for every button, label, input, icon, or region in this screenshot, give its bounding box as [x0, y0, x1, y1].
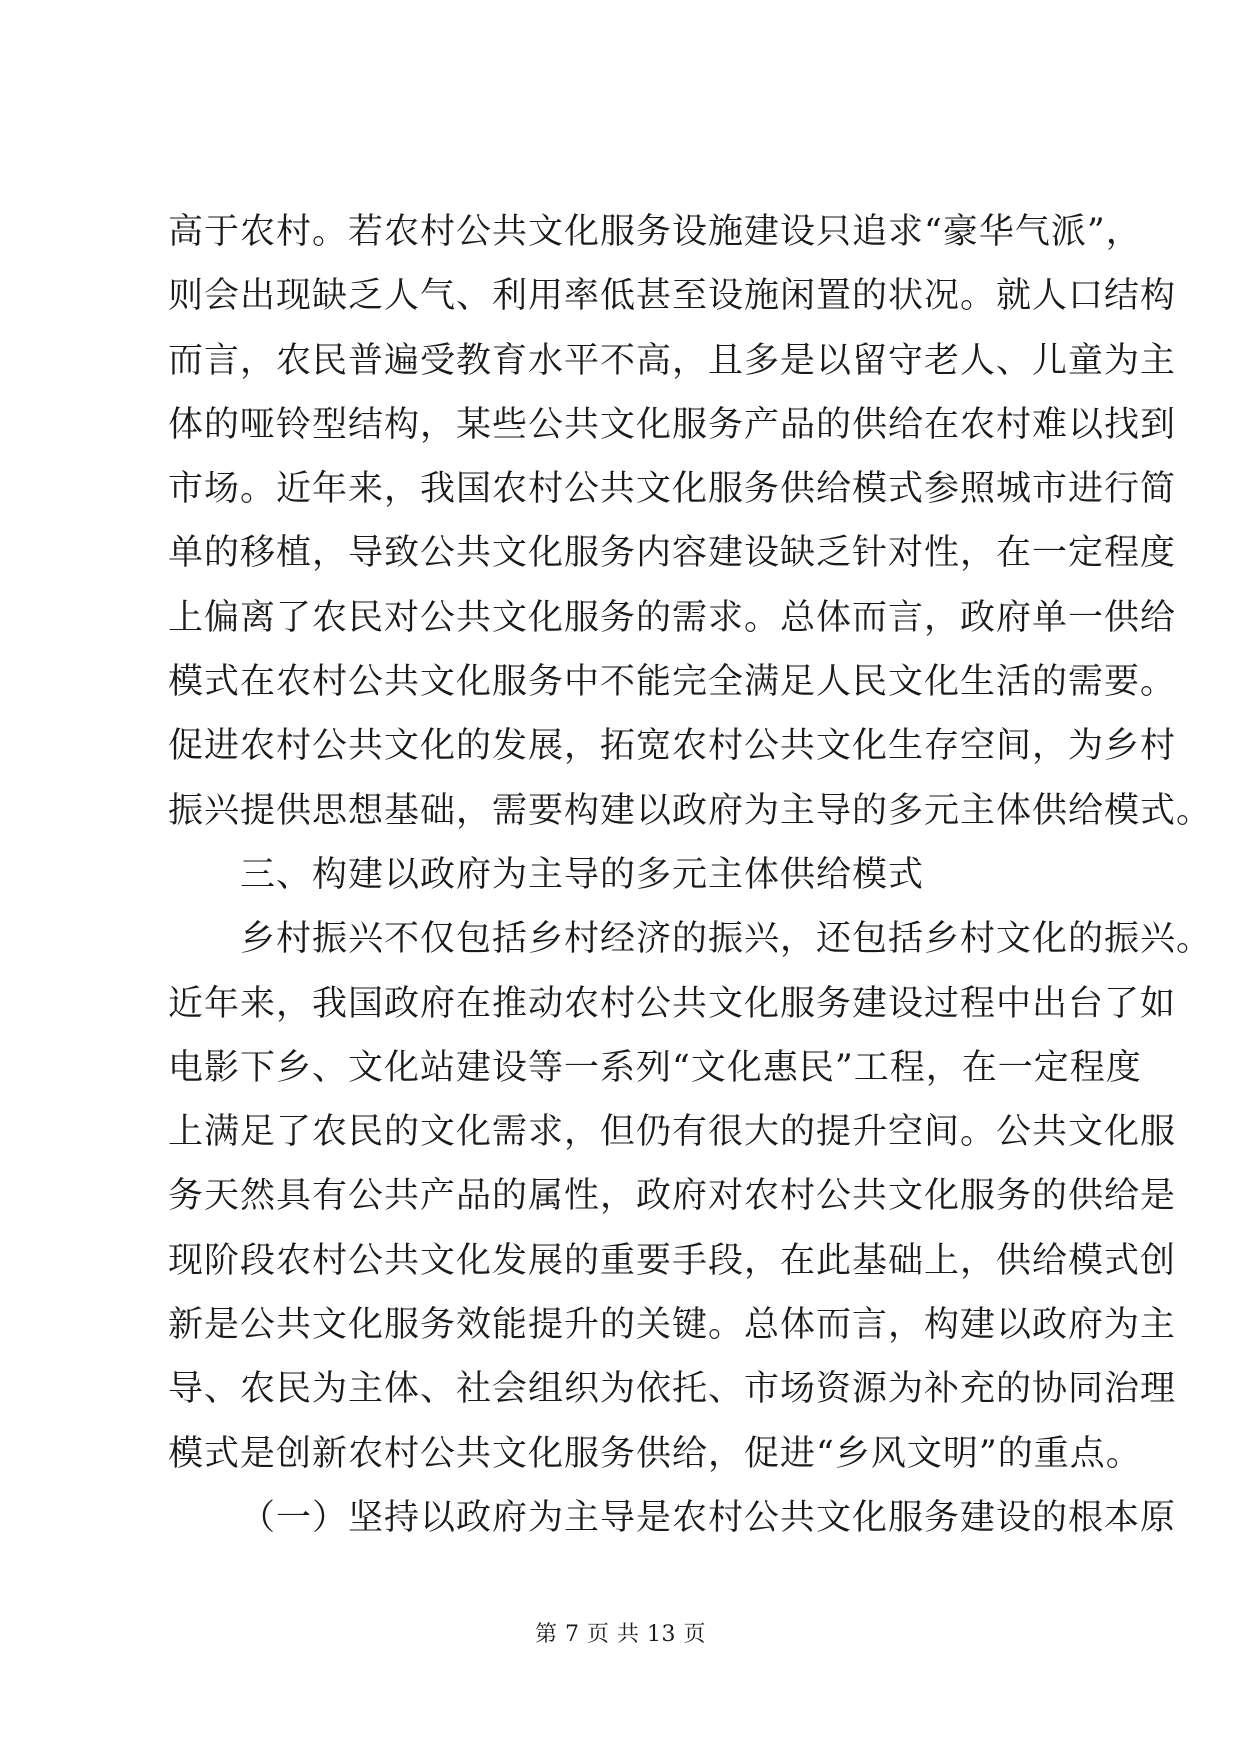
text-line: （一）坚持以政府为主导是农村公共文化服务建设的根本原 [240, 1497, 1177, 1538]
text-line: 乡村振兴不仅包括乡村经济的振兴，还包括乡村文化的振兴。 [240, 919, 1213, 960]
text-line: 上满足了农民的文化需求，但仍有很大的提升空间。公共文化服 [168, 1112, 1177, 1153]
text-line: 则会出现缺乏人气、利用率低甚至设施闲置的状况。就人口结构 [168, 276, 1177, 317]
text-line: 电影下乡、文化站建设等一系列“文化惠民”工程，在一定程度 [168, 1047, 1142, 1088]
text-line: 务天然具有公共产品的属性，政府对农村公共文化服务的供给是 [168, 1176, 1177, 1217]
text-line: 体的哑铃型结构，某些公共文化服务产品的供给在农村难以找到 [168, 404, 1177, 445]
text-line: 三、构建以政府为主导的多元主体供给模式 [240, 854, 925, 895]
text-line: 模式在农村公共文化服务中不能完全满足人民文化生活的需要。 [168, 662, 1177, 703]
text-line: 导、农民为主体、社会组织为依托、市场资源为补充的协同治理 [168, 1369, 1177, 1410]
text-line: 上偏离了农民对公共文化服务的需求。总体而言，政府单一供给 [168, 597, 1177, 638]
text-line: 振兴提供思想基础，需要构建以政府为主导的多元主体供给模式。 [168, 790, 1213, 831]
body-text [168, 200, 1213, 1550]
text-line: 单的移植，导致公共文化服务内容建设缺乏针对性，在一定程度 [168, 533, 1177, 574]
text-line: 模式是创新农村公共文化服务供给，促进“乡风文明”的重点。 [168, 1433, 1142, 1474]
text-line: 高于农村。若农村公共文化服务设施建设只追求“豪华气派”， [168, 212, 1142, 252]
text-line: 现阶段农村公共文化发展的重要手段，在此基础上，供给模式创 [168, 1240, 1177, 1281]
page-footer: 第 7 页 共 13 页 [535, 1622, 706, 1647]
text-line: 促进农村公共文化的发展，拓宽农村公共文化生存空间，为乡村 [168, 726, 1177, 767]
text-line: 近年来，我国政府在推动农村公共文化服务建设过程中出台了如 [168, 983, 1177, 1024]
text-line: 而言，农民普遍受教育水平不高，且多是以留守老人、儿童为主 [168, 340, 1177, 381]
text-line: 市场。近年来，我国农村公共文化服务供给模式参照城市进行简 [168, 469, 1177, 510]
text-line: 新是公共文化服务效能提升的关键。总体而言，构建以政府为主 [168, 1305, 1177, 1346]
